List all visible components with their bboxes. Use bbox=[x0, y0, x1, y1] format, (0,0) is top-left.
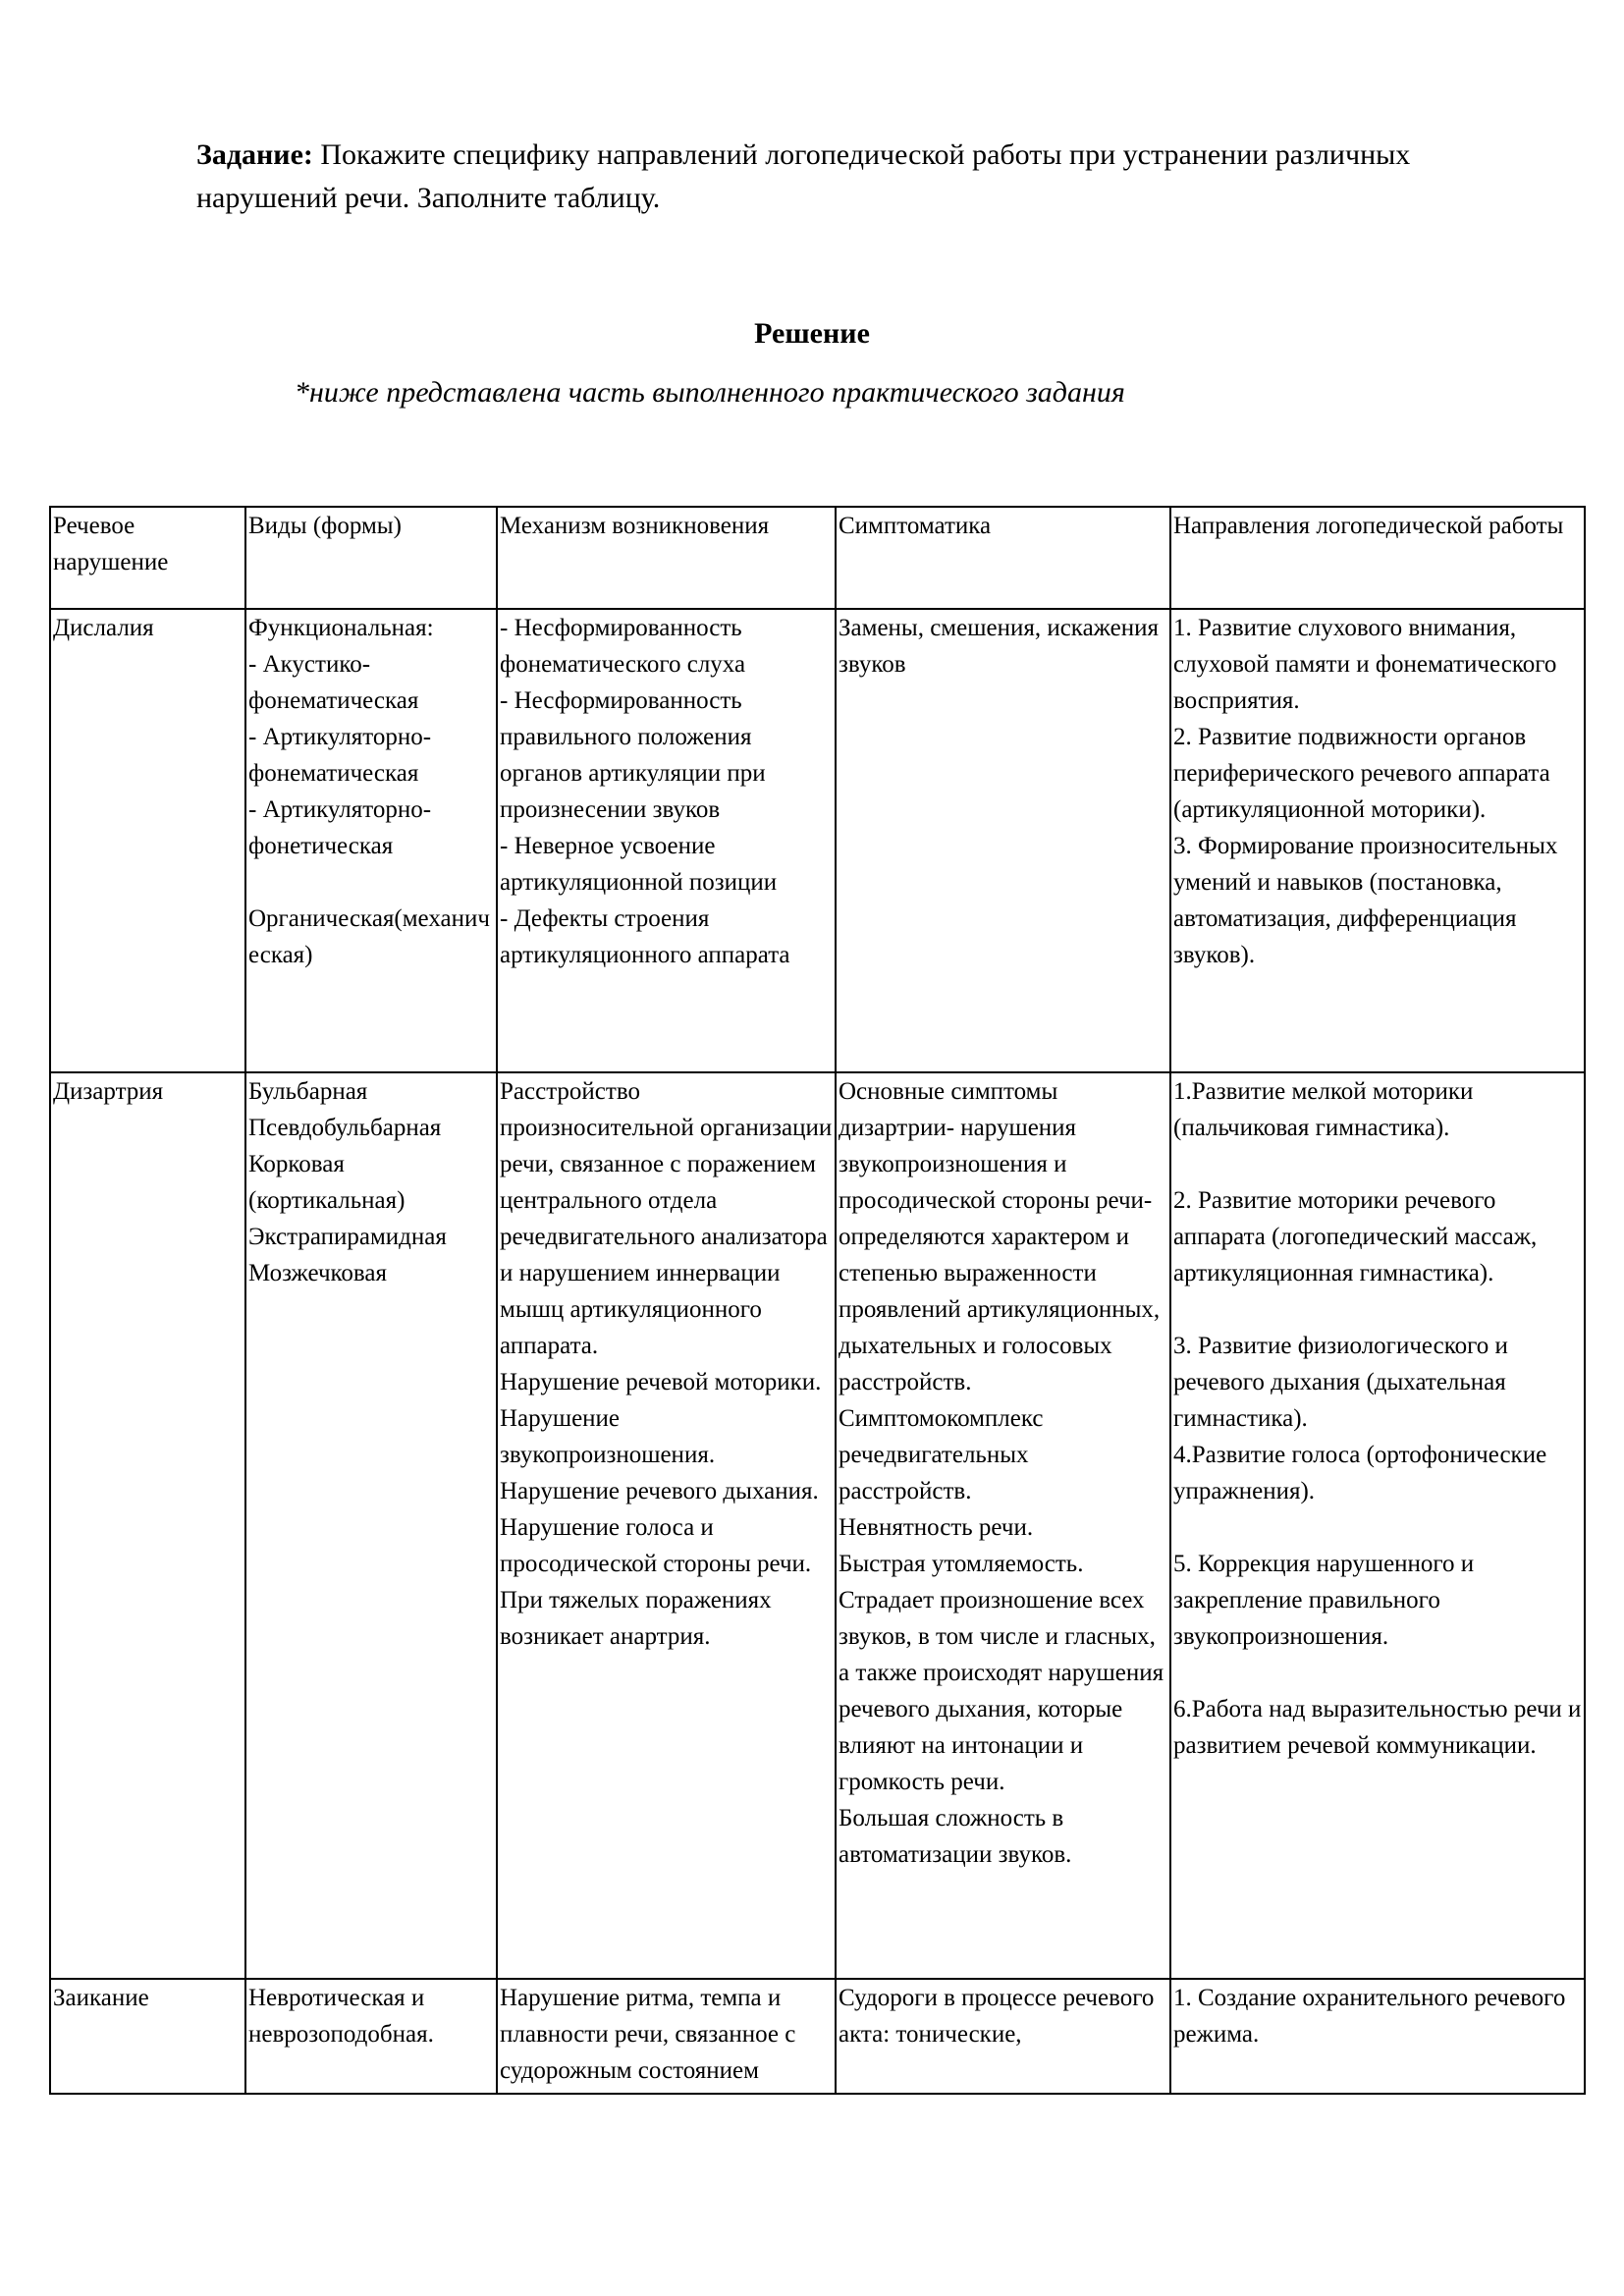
speech-disorders-table bbox=[49, 506, 1586, 2095]
table-row bbox=[50, 1072, 1585, 1979]
task-text: Покажите специфику направлений логопедической работы при устранении различных нарушений речи. Заполните таблицу. bbox=[196, 138, 1411, 214]
table-header-row bbox=[50, 507, 1585, 609]
solution-title: Решение bbox=[754, 317, 870, 350]
header-cell-symptoms: Симптоматика bbox=[836, 507, 1170, 609]
table-row bbox=[50, 609, 1585, 1072]
cell-symptoms: Замены, смешения, искажения звуков bbox=[836, 609, 1170, 1072]
cell-symptoms: Основные симптомы дизартрии- нарушения звукопроизношения и просодической стороны речи- определяются характером и степенью выраженности проявлений артикуляционных, дыхательных и голосовых расстройств. Симптомокомплекс речедвигательных расстройств. Невнятность речи. Быстрая утомляемость. Страдает произношение всех звуков, в том числе и гласных, а также происходят нарушения речевого дыхания, которые влияют на интонации и громкость речи. Большая сложность в автоматизации звуков. bbox=[836, 1072, 1170, 1979]
cell-forms: Бульбарная Псевдобульбарная Корковая (кортикальная) Экстрапирамидная Мозжечковая bbox=[245, 1072, 497, 1979]
header-cell-directions: Направления логопедической работы bbox=[1170, 507, 1585, 609]
cell-mechanism: - Несформированность фонематического слуха - Несформированность правильного положения органов артикуляции при произнесении звуков - Неверное усвоение артикуляционной позиции - Дефекты строения артикуляционного аппарата bbox=[497, 609, 836, 1072]
cell-disorder: Дизартрия bbox=[50, 1072, 245, 1979]
cell-symptoms: Судороги в процессе речевого акта: тонические, bbox=[836, 1979, 1170, 2094]
header-cell-mechanism: Механизм возникновения bbox=[497, 507, 836, 609]
solution-note: *ниже представлена часть выполненного практического задания bbox=[295, 376, 1125, 409]
cell-directions: 1. Создание охранительного речевого режима. bbox=[1170, 1979, 1585, 2094]
task-paragraph bbox=[196, 134, 1473, 220]
header-cell-forms: Виды (формы) bbox=[245, 507, 497, 609]
cell-directions: 1.Развитие мелкой моторики (пальчиковая гимнастика). 2. Развитие моторики речевого аппарата (логопедический массаж, артикуляционная гимнастика). 3. Развитие физиологического и речевого дыхания (дыхательная гимнастика). 4.Развитие голоса (ортофонические упражнения). 5. Коррекция нарушенного и закрепление правильного звукопроизношения. 6.Работа над выразительностью речи и развитием речевой коммуникации. bbox=[1170, 1072, 1585, 1979]
header-cell-disorder: Речевое нарушение bbox=[50, 507, 245, 609]
cell-mechanism: Нарушение ритма, темпа и плавности речи, связанное с судорожным состоянием bbox=[497, 1979, 836, 2094]
cell-forms: Функциональная: - Акустико-фонематическая - Артикуляторно-фонематическая - Артикуляторно-фонетическая Органическая(механическая) bbox=[245, 609, 497, 1072]
task-label: Задание: bbox=[196, 138, 313, 171]
cell-disorder: Заикание bbox=[50, 1979, 245, 2094]
cell-disorder: Дислалия bbox=[50, 609, 245, 1072]
cell-directions: 1. Развитие слухового внимания, слуховой памяти и фонематического восприятия. 2. Развитие подвижности органов периферического речевого аппарата (артикуляционной моторики). 3. Формирование произносительных умений и навыков (постановка, автоматизация, дифференциация звуков). bbox=[1170, 609, 1585, 1072]
cell-mechanism: Расстройство произносительной организации речи, связанное с поражением центрального отдела речедвигательного анализатора и нарушением иннервации мышц артикуляционного аппарата. Нарушение речевой моторики. Нарушение звукопроизношения. Нарушение речевого дыхания. Нарушение голоса и просодической стороны речи. При тяжелых поражениях возникает анартрия. bbox=[497, 1072, 836, 1979]
cell-forms: Невротическая и неврозоподобная. bbox=[245, 1979, 497, 2094]
table-row bbox=[50, 1979, 1585, 2094]
